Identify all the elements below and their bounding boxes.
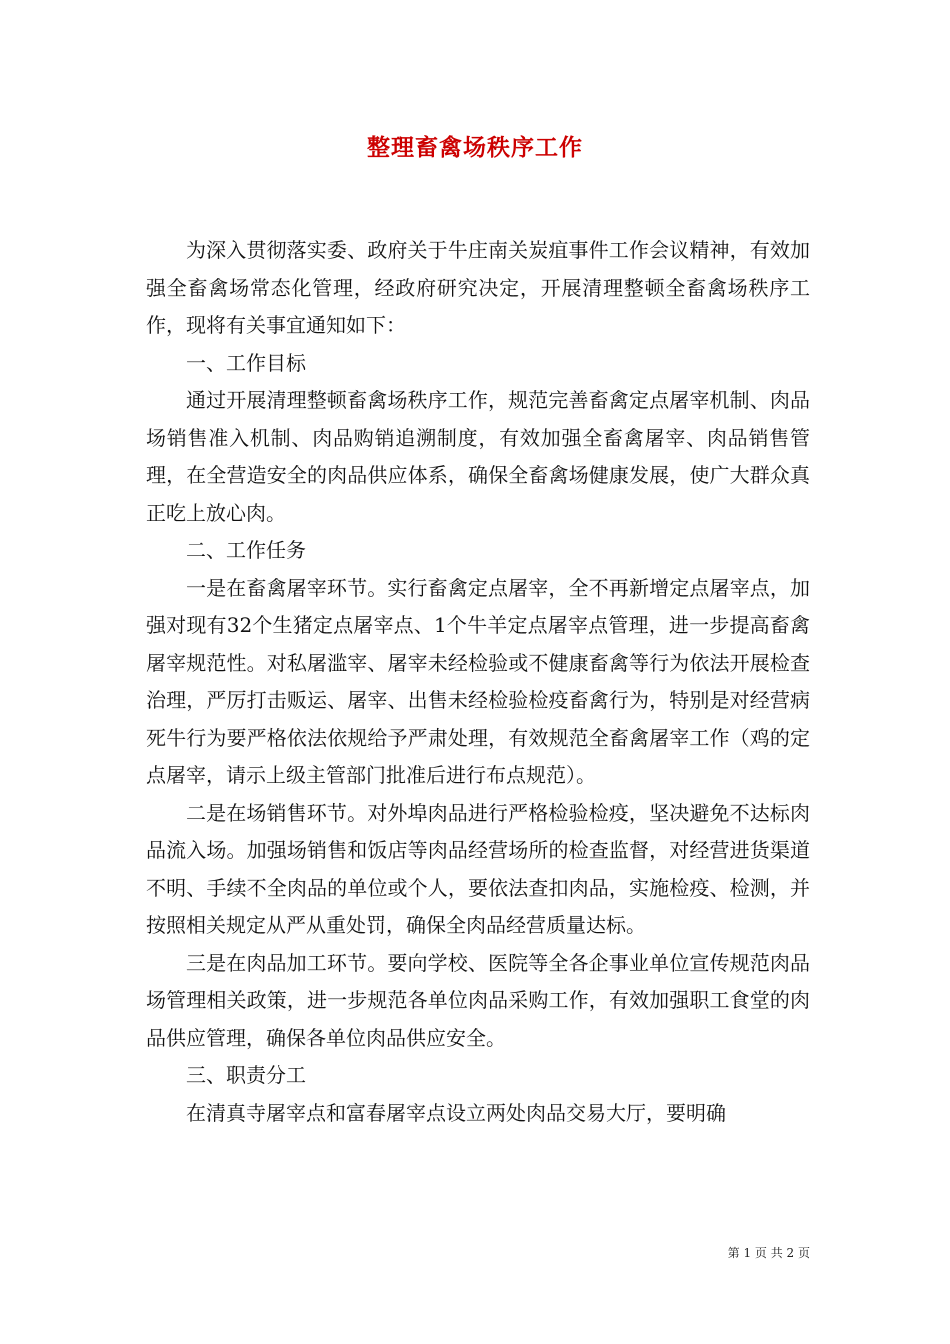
section-heading-tasks: 二、工作任务 (186, 538, 306, 562)
paragraph-task-processing: 三是在肉品加工环节。要向学校、医院等全各企事业单位宣传规范肉品场管理相关政策，进一步规范各单位肉品采购工作，有效加强职工食堂的肉品供应管理，确保各单位肉品供应安全。 (146, 950, 810, 1050)
document-title: 整理畜禽场秩序工作 (367, 134, 583, 161)
paragraph-task-sales: 二是在场销售环节。对外埠肉品进行严格检验检疫，坚决避免不达标肉品流入场。加强场销售和饭店等肉品经营场所的检查监督，对经营进货渠道不明、手续不全肉品的单位或个人，要依法查扣肉品，实施检疫、检测，并按照相关规定从严从重处罚，确保全肉品经营质量达标。 (146, 800, 810, 937)
paragraph-task-slaughter: 一是在畜禽屠宰环节。实行畜禽定点屠宰，全不再新增定点屠宰点，加强对现有32个生猪定点屠宰点、1个牛羊定点屠宰点管理，进一步提高畜禽屠宰规范性。对私屠滥宰、屠宰未经检验或不健康畜禽等行为依法开展检查治理，严厉打击贩运、屠宰、出售未经检验检疫畜禽行为，特别是对经营病死牛行为要严格依法依规给予严肃处理，有效规范全畜禽屠宰工作（鸡的定点屠宰，请示上级主管部门批准后进行布点规范）。 (146, 575, 810, 787)
section-heading-goals: 一、工作目标 (186, 350, 306, 375)
document-body (146, 232, 810, 1132)
paragraph-responsibilities: 在清真寺屠宰点和富春屠宰点设立两处肉品交易大厅，要明确 (186, 1100, 726, 1125)
paragraph-goals: 通过开展清理整顿畜禽场秩序工作，规范完善畜禽定点屠宰机制、肉品场销售准入机制、肉品购销追溯制度，有效加强全畜禽屠宰、肉品销售管理，在全营造安全的肉品供应体系，确保全畜禽场健康发展，使广大群众真正吃上放心肉。 (146, 388, 810, 525)
paragraph-intro: 为深入贯彻落实委、政府关于牛庄南关炭疽事件工作会议精神，有效加强全畜禽场常态化管理，经政府研究决定，开展清理整顿全畜禽场秩序工作，现将有关事宜通知如下： (146, 238, 810, 337)
page-number-footer: 第 1 页 共 2 页 (727, 1246, 810, 1260)
section-heading-responsibilities: 三、职责分工 (186, 1063, 306, 1087)
